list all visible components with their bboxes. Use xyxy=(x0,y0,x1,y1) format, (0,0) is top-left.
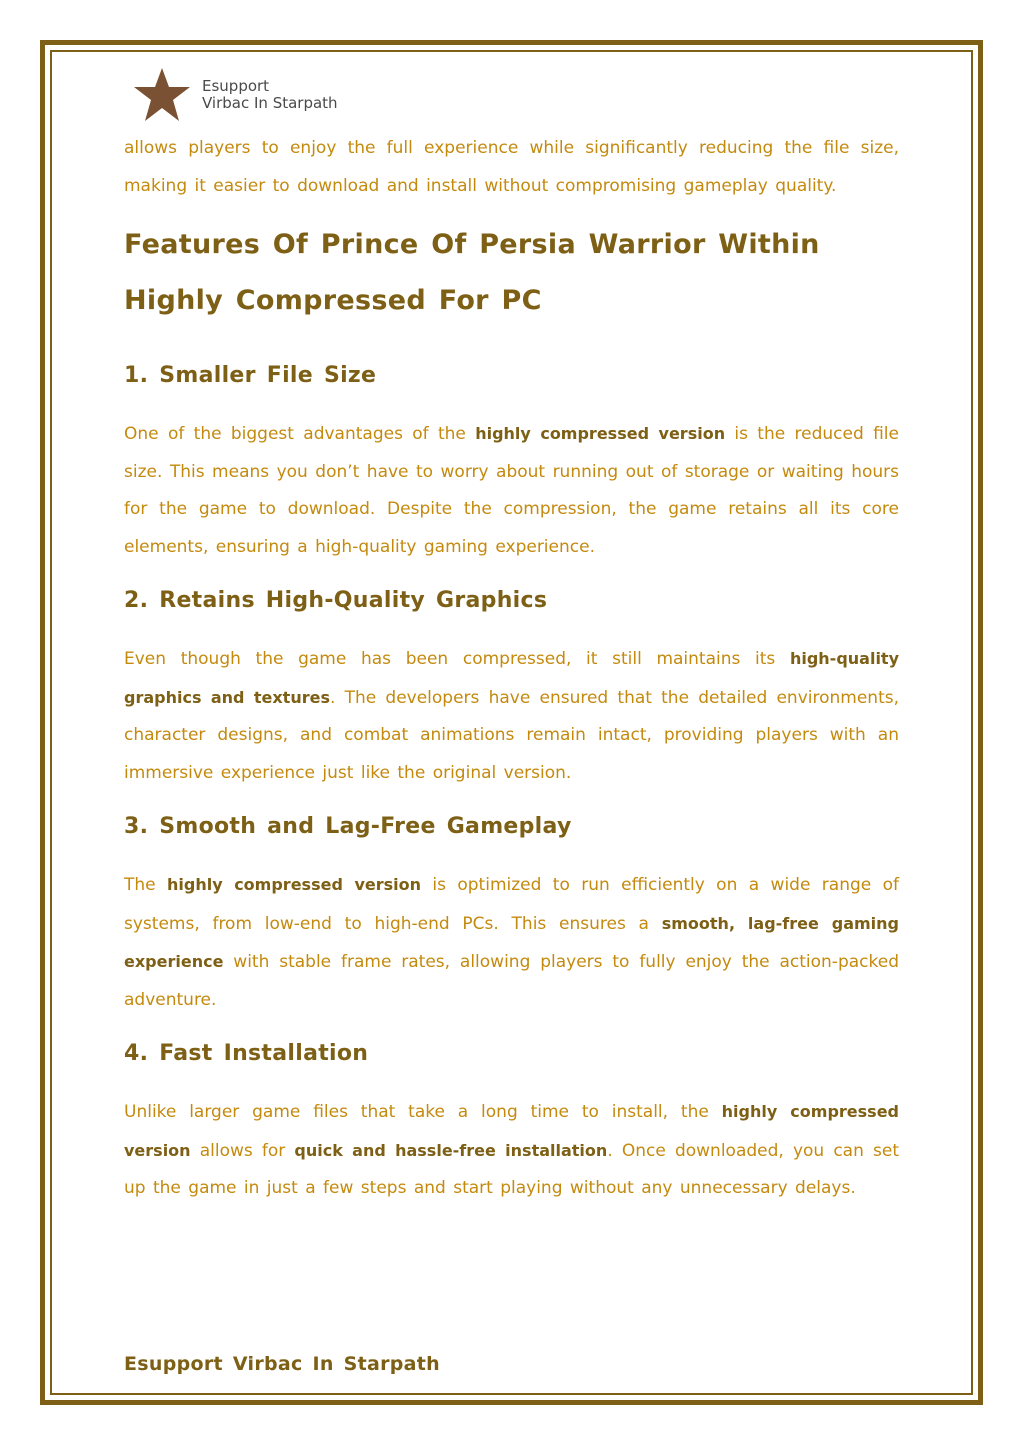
highlight: smooth, lag-free gaming experience xyxy=(124,913,899,971)
highlight: highly compressed version xyxy=(475,424,726,443)
brand-name xyxy=(202,78,338,112)
article-title: Features Of Prince Of Persia Warrior Within Highly Compressed For PC xyxy=(124,229,820,316)
highlight: highly compressed version xyxy=(124,1102,899,1160)
brand-line-2: Virbac In Starpath xyxy=(202,94,338,112)
star-icon xyxy=(132,66,192,124)
section-heading-3: 3. Smooth and Lag-Free Gameplay xyxy=(124,814,572,839)
brand-logo xyxy=(132,66,338,124)
section-heading-2: 2. Retains High-Quality Graphics xyxy=(124,588,548,613)
highlight: high-quality graphics and textures xyxy=(124,649,899,707)
section-paragraph-3: The highly compressed version is optimized to run efficiently on a wide range of systems, from low-end to high-end PCs. This ensures a smooth, lag-free gaming experience with stable frame rates, allowing players to fully enjoy the action-packed adventure. xyxy=(124,875,900,1010)
highlight: quick and hassle-free installation xyxy=(294,1140,608,1160)
section-paragraph-2: Even though the game has been compressed, it still maintains its high-quality graphics and textures. The developers have ensured that the detailed environments, character designs, and combat animations remain intact, providing players with an immersive experience just like the original version. xyxy=(124,649,899,783)
article-body xyxy=(124,130,899,1208)
footer-brand: Esupport Virbac In Starpath xyxy=(124,1353,440,1375)
intro-paragraph: allows players to enjoy the full experience while significantly reducing the file size, making it easier to download and install without compromising gameplay quality. xyxy=(124,138,899,196)
section-paragraph-4: Unlike larger game files that take a long time to install, the highly compressed version allows for quick and hassle-free installation. Once downloaded, you can set up the game in just a few steps and start playing without any unnecessary delays. xyxy=(124,1102,899,1198)
section-paragraph-1: One of the biggest advantages of the highly compressed version is the reduced file size. This means you don’t have to worry about running out of storage or waiting hours for the game to download. Despite the compression, the game retains all its core elements, ensuring a high-quality gaming experience. xyxy=(124,424,899,557)
section-heading-1: 1. Smaller File Size xyxy=(124,363,377,388)
brand-line-1: Esupport xyxy=(202,77,270,95)
highlight: highly compressed version xyxy=(167,875,422,894)
section-heading-4: 4. Fast Installation xyxy=(124,1041,369,1066)
